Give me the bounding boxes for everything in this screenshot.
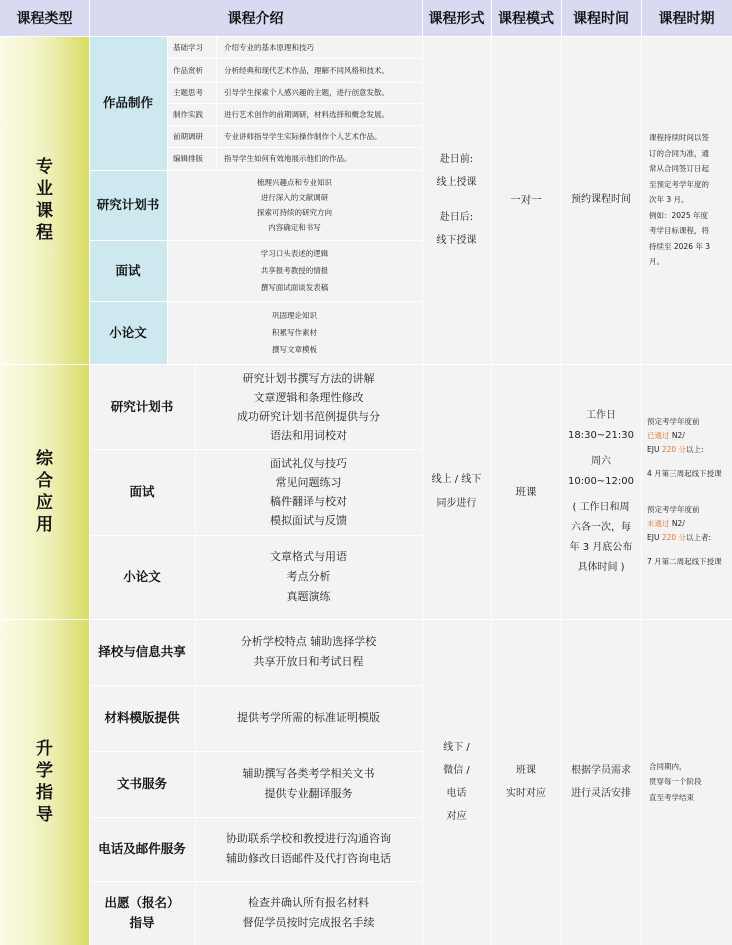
header-form: 课程形式 [422, 0, 491, 36]
header-period: 课程时期 [641, 0, 732, 36]
section3-period: 合同期内， 贯穿每一个阶段 直至考学结束 [641, 619, 732, 945]
grid-line [89, 301, 422, 302]
section3-mode: 班课 实时对应 [491, 619, 561, 945]
grid-line [89, 881, 422, 882]
sub-application-guidance: 出愿（报名） 指导 [89, 881, 195, 945]
sub-phone-mail-service: 电话及邮件服务 [89, 817, 195, 881]
grid-line [195, 364, 196, 945]
sub-school-selection: 择校与信息共享 [89, 619, 195, 685]
section1-form: 赴日前: 线上授课 赴日后: 线下授课 [422, 36, 491, 364]
grid-line [491, 0, 492, 945]
grid-line [167, 103, 422, 104]
grid-line [89, 751, 422, 752]
header-intro: 课程介绍 [89, 0, 422, 36]
sub-document-service: 文书服务 [89, 751, 195, 817]
grid-line [89, 817, 422, 818]
section2-form: 线上 / 线下 同步进行 [422, 364, 491, 619]
grid-line [167, 147, 422, 148]
section3-form: 线下 / 微信 / 电话 对应 [422, 619, 491, 945]
header-time: 课程时间 [561, 0, 641, 36]
grid-line [89, 240, 422, 241]
sub-essay: 小论文 [89, 535, 195, 619]
category-professional: 专 业 课 程 [36, 157, 53, 243]
document-service-content: 辅助撰写各类考学相关文书 提供专业翻译服务 [195, 751, 422, 817]
grid-line [167, 125, 422, 126]
sub-interview: 面试 [89, 449, 195, 535]
interview-content: 学习口头表述的逻辑 共享报考教授的情报 撰写面试面谈发表稿 [167, 240, 422, 301]
grid-line [0, 619, 732, 620]
category-admission: 升 学 指 导 [36, 739, 53, 825]
research-plan-content: 研究计划书撰写方法的讲解 文章逻辑和条理性修改 成功研究计划书范例提供与分 语法和用词校对 [195, 364, 422, 449]
works-item-desc: 介绍专业的基本原理和技巧 [216, 36, 422, 58]
works-item-name: 制作实践 [167, 103, 216, 125]
application-content: 检查并确认所有报名材料 督促学员按时完成报名手续 [195, 881, 422, 945]
section2-mode: 班课 [491, 364, 561, 619]
works-item-name: 基础学习 [167, 36, 216, 58]
sub-research-plan: 研究计划书 [89, 170, 167, 240]
section3-time: 根据学员需求 进行灵活安排 [561, 619, 641, 945]
section1-time: 预约课程时间 [561, 36, 641, 364]
template-content: 提供考学所需的标准证明模版 [195, 685, 422, 751]
header-type: 课程类型 [0, 0, 89, 36]
grid-line [167, 36, 168, 364]
sub-template: 材料模版提供 [89, 685, 195, 751]
works-item-name: 编辑排版 [167, 147, 216, 170]
section1-period: 课程持续时间以签 订的合同为准，通 常从合同签订日起 至预定考学年度的 次年 3 月。 例如：2025 年度 考学目标课程，将 持续至 2026 年 3 月。 [641, 36, 732, 364]
interview-content: 面试礼仪与技巧 常见问题练习 稿件翻译与校对 模拟面试与反馈 [195, 449, 422, 535]
grid-line [167, 58, 422, 59]
essay-content: 巩固理论知识 积累写作素材 撰写文章模板 [167, 301, 422, 364]
grid-line [641, 0, 642, 945]
grid-line [561, 0, 562, 945]
category-comprehensive: 综 合 应 用 [36, 448, 53, 535]
sub-essay: 小论文 [89, 301, 167, 364]
grid-line [89, 535, 422, 536]
grid-line [167, 82, 422, 83]
header-mode: 课程模式 [491, 0, 561, 36]
grid-line [0, 364, 732, 365]
research-plan-content: 梳理兴趣点和专业知识 进行深入的文献调研 探索可持续的研究方向 内容确定和书写 [167, 170, 422, 240]
grid-line [89, 449, 422, 450]
grid-line [89, 685, 422, 686]
sub-interview: 面试 [89, 240, 167, 301]
works-item-desc: 专业讲师指导学生实际操作制作个人艺术作品。 [216, 125, 422, 147]
works-item-desc: 进行艺术创作的前期调研，材料选择和概念发展。 [216, 103, 422, 125]
works-item-desc: 引导学生探索个人感兴趣的主题，进行创意发散。 [216, 82, 422, 103]
essay-content: 文章格式与用语 考点分析 真题演练 [195, 535, 422, 619]
section1-mode: 一对一 [491, 36, 561, 364]
grid-line [0, 36, 732, 37]
grid-line [422, 0, 423, 945]
section2-period: 预定考学年度前 已通过 N2/ EJU 220 分以上: 4 月第三周起线下授课 预定考学年度前 未通过 N2/ EJU 220 分以上者: 7 月第二周起线下授课 [641, 364, 732, 619]
section2-time: 工作日 18:30~21:30 周六 10:00~12:00 ( 工作日和周 六各一次，每 年 3 月底公布 具体时间 ) [561, 364, 641, 619]
sub-works: 作品制作 [89, 36, 167, 170]
works-item-name: 前期调研 [167, 125, 216, 147]
school-selection-content: 分析学校特点 辅助选择学校 共享开放日和考试日程 [195, 619, 422, 685]
works-item-desc: 指导学生如何有效地展示他们的作品。 [216, 147, 422, 170]
works-item-name: 主题思考 [167, 82, 216, 103]
works-item-name: 作品赏析 [167, 58, 216, 82]
works-item-desc: 分析经典和现代艺术作品，理解不同风格和技术。 [216, 58, 422, 82]
grid-line [89, 0, 90, 945]
sub-research-plan: 研究计划书 [89, 364, 195, 449]
grid-line [89, 170, 422, 171]
phone-mail-content: 协助联系学校和教授进行沟通咨询 辅助修改日语邮件及代打咨询电话 [195, 817, 422, 881]
